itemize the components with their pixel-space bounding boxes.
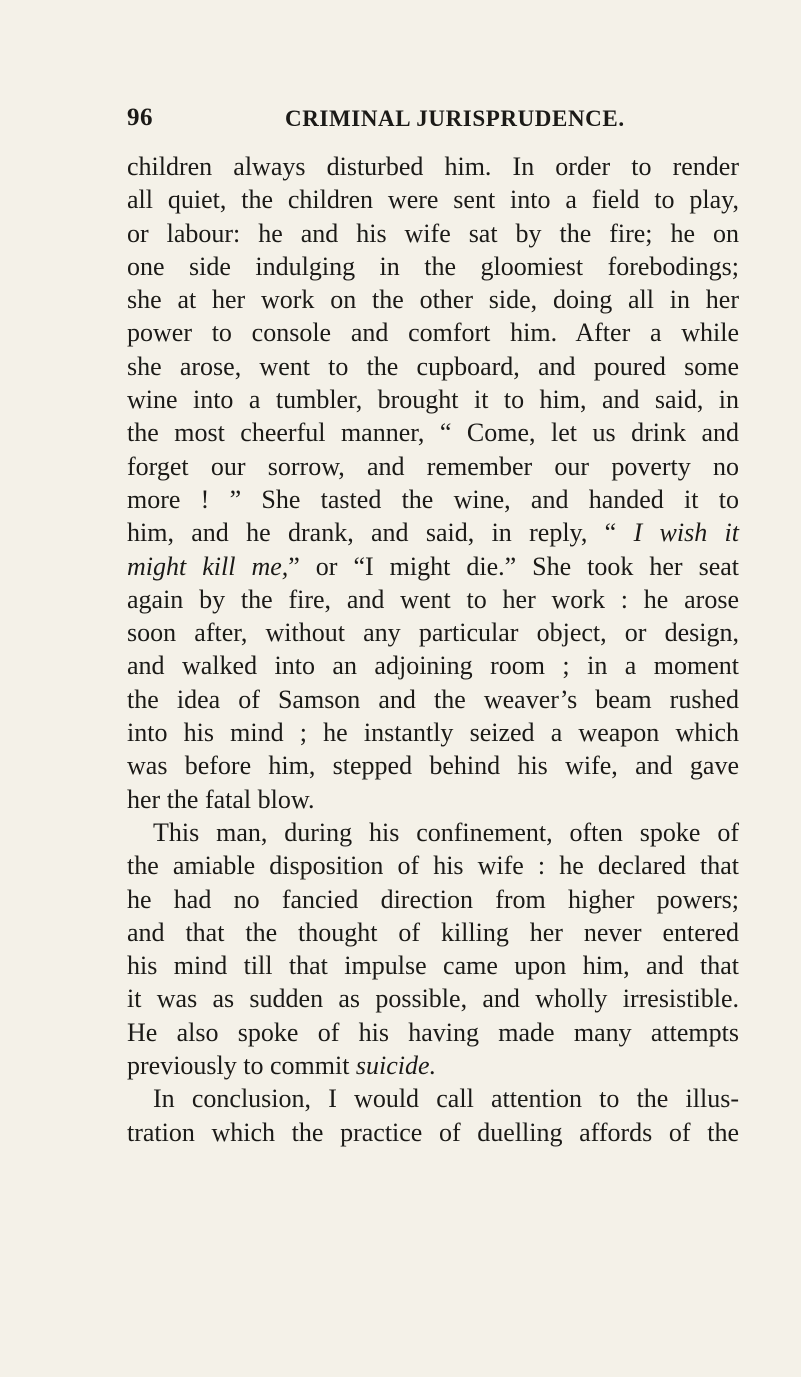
- text-line: again by the fire, and went to her work : he arose: [127, 584, 739, 614]
- text-line: she at her work on the other side, doing all in her: [127, 285, 739, 315]
- text-line: wine into a tumbler, brought it to him, and said, in: [127, 385, 739, 415]
- text-line: and walked into an adjoining room ; in a moment: [127, 651, 739, 681]
- text-line: she arose, went to the cupboard, and poured some: [127, 351, 739, 381]
- text-line: or labour: he and his wife sat by the fire; he on: [127, 218, 739, 248]
- text-line: was before him, stepped behind his wife, and gave: [127, 751, 739, 781]
- text-line: [127, 550, 739, 583]
- text-line: into his mind ; he instantly seized a weapon which: [127, 718, 739, 748]
- text-line: all quiet, the children were sent into a field to play,: [127, 185, 739, 215]
- text-fragment: previously to commit: [127, 1051, 350, 1081]
- text-line: one side indulging in the gloomiest forebodings;: [127, 251, 739, 281]
- page-number: 96: [127, 104, 153, 131]
- body-text: [127, 150, 739, 1149]
- italic-fragment: might kill me,: [127, 551, 289, 581]
- text-line: and that the thought of killing her never entered: [127, 917, 739, 947]
- text-line: his mind till that impulse came upon him, and that: [127, 951, 739, 981]
- text-line: the idea of Samson and the weaver’s beam rushed: [127, 684, 739, 714]
- text-line: power to console and comfort him. After a while: [127, 318, 739, 348]
- text-line: it was as sudden as possible, and wholly irresistible.: [127, 984, 739, 1014]
- running-head: CRIMINAL JURISPRUDENCE.: [285, 106, 625, 131]
- text-line: In conclusion, I would call attention to the illus-: [153, 1084, 739, 1114]
- text-line: more ! ” She tasted the wine, and handed it to: [127, 484, 739, 514]
- text-line: This man, during his confinement, often spoke of: [153, 817, 739, 847]
- text-line: tration which the practice of duelling affords of the: [127, 1117, 739, 1147]
- text-line: the most cheerful manner, “ Come, let us drink and: [127, 418, 739, 448]
- text-line: soon after, without any particular object, or design,: [127, 618, 739, 648]
- italic-fragment: suicide.: [355, 1051, 437, 1081]
- text-line: the amiable disposition of his wife : he declared that: [127, 851, 739, 881]
- page-header: [127, 104, 727, 140]
- text-line: He also spoke of his having made many attempts: [127, 1017, 739, 1047]
- text-line: [127, 516, 739, 549]
- italic-fragment: I wish it: [633, 518, 739, 548]
- text-line: he had no fancied direction from higher powers;: [127, 884, 739, 914]
- text-fragment: him, and he drank, and said, in reply, “: [127, 518, 617, 548]
- text-fragment: ” or “I might die.” She took her seat: [288, 551, 739, 581]
- text-line: children always disturbed him. In order to render: [127, 152, 739, 181]
- text-line: [127, 1049, 739, 1082]
- text-line: forget our sorrow, and remember our poverty no: [127, 451, 739, 481]
- text-line: her the fatal blow.: [127, 784, 315, 814]
